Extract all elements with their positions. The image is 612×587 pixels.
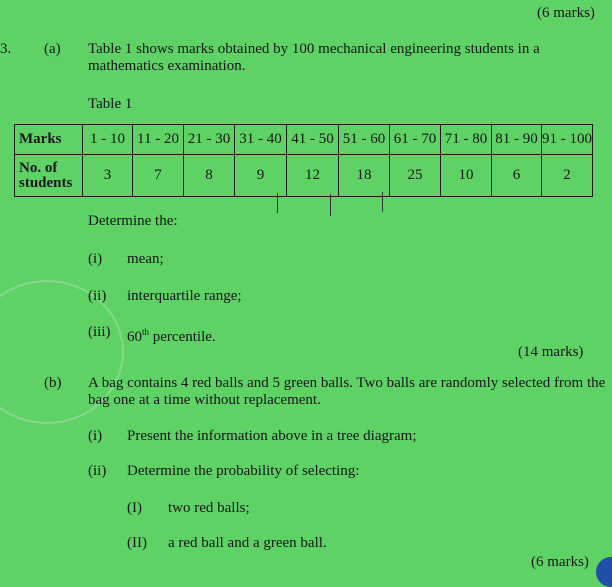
part-b-text-line2: bag one at a time without replacement. [88, 392, 321, 408]
interval-cell: 61 - 70 [390, 125, 441, 155]
frequency-cell: 9 [235, 155, 287, 197]
part-a-ii-number: (ii) [88, 288, 107, 304]
frequency-cell: 2 [542, 155, 593, 197]
part-b-ii-I-number: (I) [127, 500, 142, 516]
frequency-cell: 8 [184, 155, 235, 197]
part-a-iii-number: (iii) [88, 324, 111, 340]
frequency-cell: 10 [441, 155, 492, 197]
interval-cell: 81 - 90 [492, 125, 542, 155]
table-row-marks [15, 125, 593, 155]
part-b-i-number: (i) [88, 428, 103, 444]
interval-cell: 1 - 10 [83, 125, 133, 155]
marks-frequency-table [14, 124, 593, 197]
percentile-number: 60 [127, 329, 142, 345]
row-header-students [15, 155, 83, 197]
table-row-students [15, 155, 593, 197]
interval-cell: 11 - 20 [133, 125, 184, 155]
part-a-text-line2: mathematics examination. [88, 58, 246, 74]
part-b-text-line1: A bag contains 4 red balls and 5 green balls. Two balls are randomly selected from the [88, 375, 606, 391]
percentile-label: percentile. [149, 329, 216, 345]
frequency-cell: 7 [133, 155, 184, 197]
row-header-students-line2: students [19, 174, 73, 191]
frequency-cell: 3 [83, 155, 133, 197]
previous-question-marks: (6 marks) [537, 5, 595, 21]
part-b-i-text: Present the information above in a tree diagram; [127, 428, 417, 444]
frequency-cell: 6 [492, 155, 542, 197]
row-header-marks: Marks [15, 125, 83, 155]
part-a-iii-text [127, 323, 216, 346]
part-b-ii-number: (ii) [88, 463, 107, 479]
part-a-ii-text: interquartile range; [127, 288, 242, 304]
part-a-label: (a) [44, 41, 61, 57]
determine-prompt: Determine the: [88, 213, 178, 229]
interval-cell: 21 - 30 [184, 125, 235, 155]
part-b-label: (b) [44, 375, 62, 391]
part-b-ii-text: Determine the probability of selecting: [127, 463, 360, 479]
part-b-marks: (6 marks) [531, 554, 589, 570]
interval-cell: 91 - 100 [542, 125, 593, 155]
part-b-ii-I-text: two red balls; [168, 500, 250, 516]
frequency-cell: 25 [390, 155, 441, 197]
part-b-ii-II-text: a red ball and a green ball. [168, 535, 327, 551]
interval-cell: 31 - 40 [235, 125, 287, 155]
part-a-i-text: mean; [127, 251, 164, 267]
question-number: 3. [0, 41, 12, 57]
interval-cell: 51 - 60 [339, 125, 390, 155]
frequency-cell: 18 [339, 155, 390, 197]
part-a-marks: (14 marks) [518, 344, 584, 360]
pen-tick-mark [382, 192, 383, 212]
row-header-students-line1: No. of [19, 159, 58, 176]
interval-cell: 71 - 80 [441, 125, 492, 155]
table-caption: Table 1 [88, 96, 133, 112]
part-a-i-number: (i) [88, 251, 103, 267]
part-a-text-line1: Table 1 shows marks obtained by 100 mechanical engineering students in a [88, 41, 540, 57]
pen-tick-mark [277, 193, 278, 213]
interval-cell: 41 - 50 [287, 125, 339, 155]
part-b-ii-II-number: (II) [127, 535, 147, 551]
percentile-superscript: th [142, 327, 150, 337]
pen-tick-mark [330, 194, 331, 216]
corner-marker [596, 557, 612, 587]
frequency-cell: 12 [287, 155, 339, 197]
